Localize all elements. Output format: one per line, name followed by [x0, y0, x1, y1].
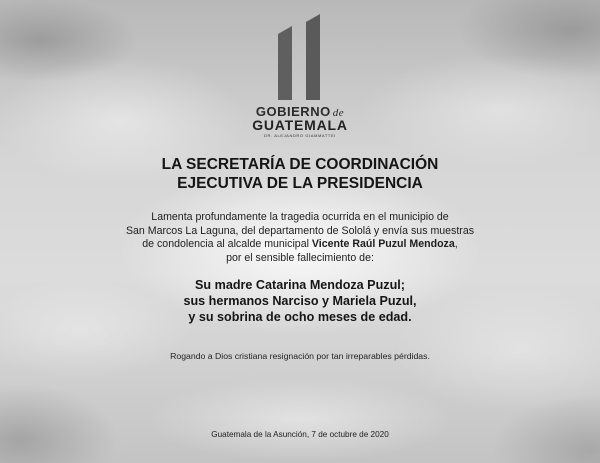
logo-text-president: DR. ALEJANDRO GIAMMATTEI [264, 133, 336, 138]
deceased-line-2: sus hermanos Narciso y Mariela Puzul, [183, 294, 417, 308]
government-logo [0, 12, 600, 137]
deceased-line-3: y su sobrina de ocho meses de edad. [188, 310, 412, 324]
message-line-1: Lamenta profundamente la tragedia ocurrida en el municipio de [151, 211, 449, 223]
mayor-name: Vicente Raúl Puzul Mendoza [311, 238, 455, 250]
logo-text-gobierno: GOBIERNO de [255, 104, 345, 119]
title-line-1: LA SECRETARÍA DE COORDINACIÓN [161, 156, 439, 173]
deceased-line-1: Su madre Catarina Mendoza Puzul; [195, 278, 405, 292]
message-line-4: por el sensible fallecimiento de: [226, 251, 374, 264]
dateline: Guatemala de la Asunción, 7 de octubre de 2020 [211, 430, 389, 439]
deceased-list [0, 277, 600, 325]
message-line-3: de condolencia al alcalde municipal Vicente Raúl Puzul Mendoza, [142, 238, 458, 250]
logo-text-guatemala: GUATEMALA [252, 117, 348, 133]
message-paragraph [0, 211, 600, 265]
message-line-2: San Marcos La Laguna, del departamento de Sololá y envía sus muestras [125, 224, 475, 237]
title-line-2: EJECUTIVA DE LA PRESIDENCIA [177, 175, 423, 192]
condolence-text: Rogando a Dios cristiana resignación por tan irreparables pérdidas. [170, 351, 430, 361]
page-title [0, 155, 600, 193]
logo-text-de: de [332, 107, 345, 119]
guatemala-government-emblem-icon [272, 12, 328, 100]
